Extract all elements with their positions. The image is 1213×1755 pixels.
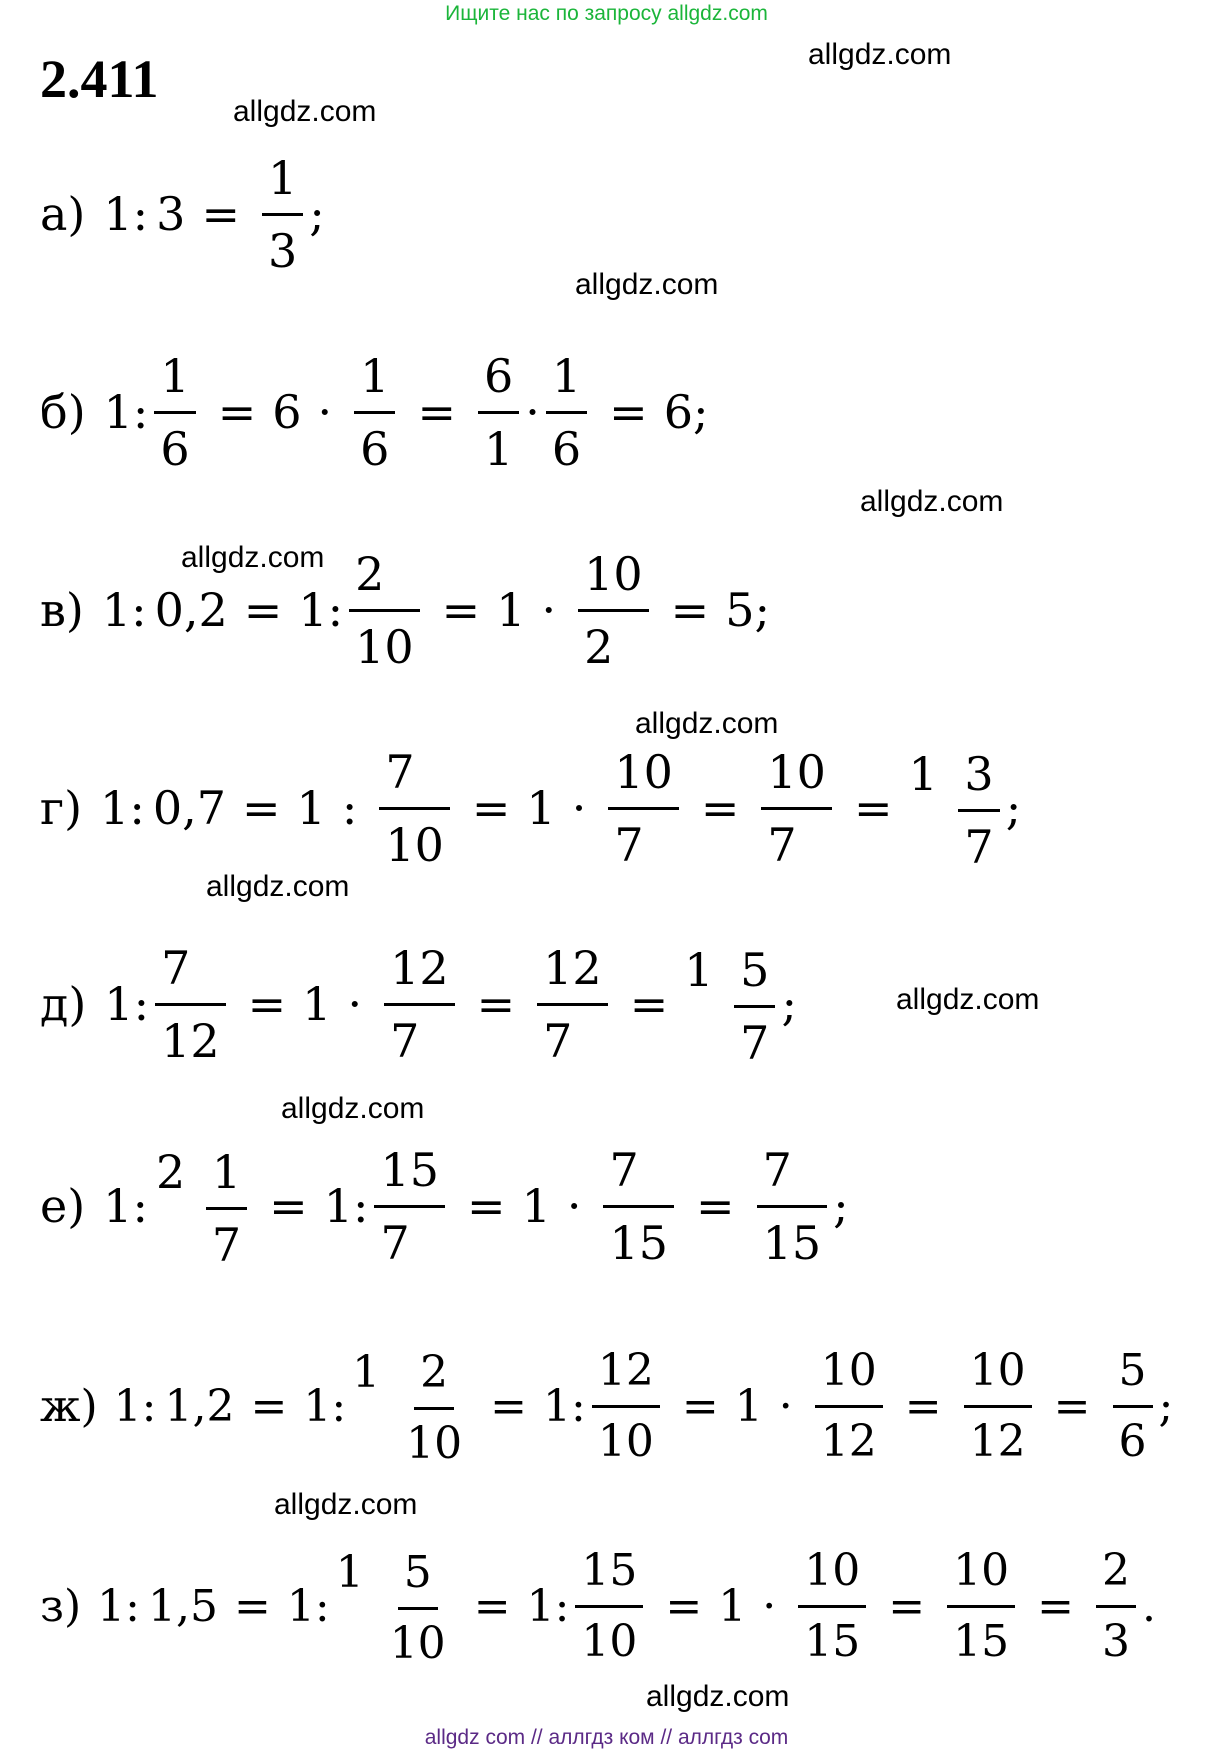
problem-label: ж) [40, 1380, 98, 1432]
fraction: $\frac{10}{15}$ [798, 1549, 866, 1664]
problem-label: а) [40, 187, 86, 241]
fraction: $\frac{5}{6}$ [1113, 1349, 1153, 1464]
fraction: $\frac{7}{15}$ [757, 1147, 828, 1266]
problem-number: 2.411 [40, 49, 159, 109]
problem-e: е) 1 : 2 $\frac{1}{7}$ = 1 : $\frac{15}{7}$ = 1 · $\frac{7}{15}$ = $\frac{7}{15}$ ; [40, 1142, 849, 1272]
mixed-number: 1 $\frac{3}{7}$ [909, 747, 1006, 870]
fraction: $\frac{2}{3}$ [1096, 1549, 1136, 1664]
watermark: allgdz.com [635, 707, 779, 740]
mixed-number: 1 $\frac{5}{7}$ [684, 943, 781, 1066]
watermark: allgdz.com [281, 1092, 425, 1125]
fraction: $\frac{6}{1}$ [478, 353, 519, 472]
fraction: $\frac{10}{15}$ [947, 1549, 1015, 1664]
fraction: $\frac{10}{7}$ [608, 749, 679, 868]
problem-b: б) 1 : $\frac{1}{6}$ = 6 · $\frac{1}{6}$ = $\frac{6}{1}$ · $\frac{1}{6}$ = 6 ; [40, 348, 709, 476]
problem-label: з) [40, 1580, 82, 1632]
fraction: $\frac{10}{12}$ [815, 1349, 883, 1464]
fraction: $\frac{10}{7}$ [761, 749, 832, 868]
watermark: allgdz.com [274, 1488, 418, 1521]
problem-g: г) 1 : 0,7 = 1 : $\frac{7}{10}$ = 1 · $\frac{10}{7}$ = $\frac{10}{7}$ = 1 $\frac{3}{7}$ ; [40, 744, 1022, 874]
watermark: allgdz.com [181, 541, 325, 574]
watermark: allgdz.com [646, 1680, 790, 1713]
watermark: allgdz.com [860, 485, 1004, 518]
fraction: $\frac{10}{12}$ [964, 1349, 1032, 1464]
problem-a: а) 1 : 3 = $\frac{1}{3}$ ; [40, 150, 325, 278]
watermark: allgdz.com [233, 95, 377, 128]
problem-label: в) [40, 583, 84, 637]
fraction: $\frac{7}{10}$ [379, 749, 450, 868]
watermark: allgdz.com [808, 38, 952, 71]
fraction: $\frac{7}{12}$ [155, 945, 226, 1064]
mixed-number: 1 $\frac{2}{10}$ [352, 1346, 463, 1469]
mixed-number: 2 $\frac{1}{7}$ [156, 1145, 253, 1268]
problem-z: з) 1 : 1,5 = 1 : 1 $\frac{5}{10}$ = 1 : $\frac{15}{10}$ = 1 · $\frac{10}{15}$ = $\frac{10}{15}$ = $\frac{2}{3}$ . [40, 1544, 1157, 1669]
footer-links[interactable]: allgdz com // аллгдз ком // аллгдз com [424, 1726, 789, 1749]
problem-label: б) [40, 385, 86, 439]
fraction: $\frac{12}{7}$ [384, 945, 455, 1064]
problem-v: в) 1 : 0,2 = 1 : $\frac{2}{10}$ = 1 · $\frac{10}{2}$ = 5 ; [40, 546, 770, 674]
fraction: $\frac{1}{6}$ [546, 353, 587, 472]
problem-label: е) [40, 1179, 86, 1233]
problem-zh: ж) 1 : 1,2 = 1 : 1 $\frac{2}{10}$ = 1 : $\frac{12}{10}$ = 1 · $\frac{10}{12}$ = $\frac{10}{12}$ = $\frac{5}{6}$ ; [40, 1344, 1174, 1469]
fraction: $\frac{1}{6}$ [154, 353, 195, 472]
watermark: allgdz.com [575, 268, 719, 301]
problem-label: г) [40, 781, 83, 835]
fraction: $\frac{2}{10}$ [349, 551, 420, 670]
fraction: $\frac{15}{10}$ [575, 1549, 643, 1664]
watermark: allgdz.com [206, 870, 350, 903]
fraction: $\frac{1}{6}$ [354, 353, 395, 472]
fraction: $\frac{15}{7}$ [374, 1147, 445, 1266]
problem-label: д) [40, 977, 87, 1031]
search-banner[interactable]: Ищите нас по запросу allgdz.com [445, 2, 768, 25]
mixed-number: 1 $\frac{5}{10}$ [335, 1546, 446, 1669]
fraction: $\frac{12}{10}$ [592, 1349, 660, 1464]
fraction: $\frac{10}{2}$ [578, 551, 649, 670]
fraction: $\frac{7}{15}$ [603, 1147, 674, 1266]
watermark: allgdz.com [896, 983, 1040, 1016]
problem-d: д) 1 : $\frac{7}{12}$ = 1 · $\frac{12}{7}$ = $\frac{12}{7}$ = 1 $\frac{5}{7}$ ; [40, 940, 797, 1070]
fraction: $\frac{1}{3}$ [262, 155, 303, 274]
fraction: $\frac{12}{7}$ [537, 945, 608, 1064]
